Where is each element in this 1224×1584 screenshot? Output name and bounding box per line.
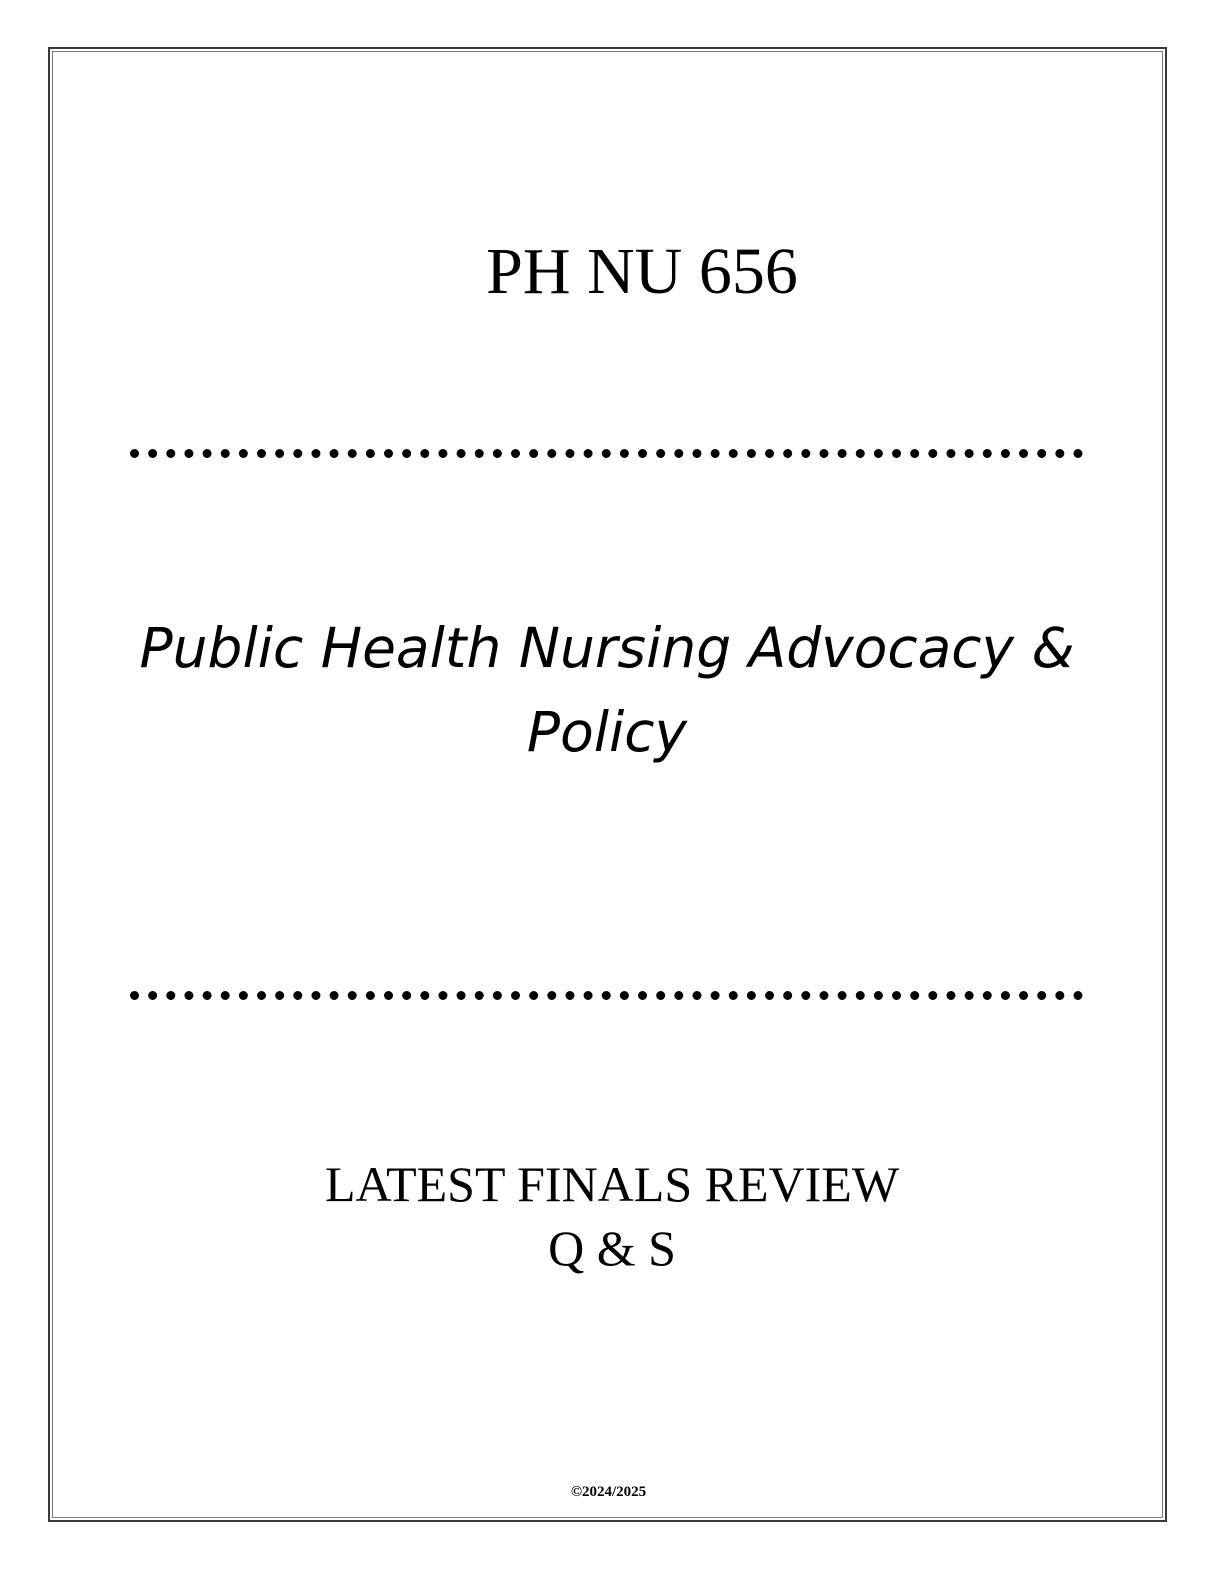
copyright-notice: ©2024/2025 — [570, 1484, 647, 1500]
dotted-divider-bottom — [130, 991, 1083, 1000]
review-title-line-1: LATEST FINALS REVIEW — [324, 1156, 900, 1212]
dotted-divider-top — [130, 449, 1083, 458]
course-code: PH NU 656 — [486, 235, 798, 308]
subject-title-line-1: Public Health Nursing Advocacy & — [139, 616, 1075, 680]
subject-title-line-2: Policy — [526, 700, 688, 764]
review-title — [0, 1152, 1224, 1280]
review-title-line-2: Q & S — [548, 1220, 676, 1276]
subject-title — [110, 606, 1104, 774]
